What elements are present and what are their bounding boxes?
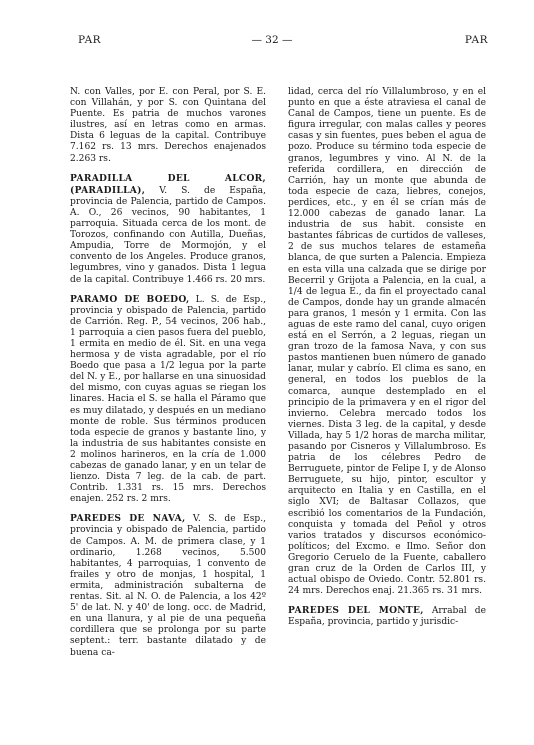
entry-paredes-del-monte bbox=[288, 605, 486, 628]
entry-continuation bbox=[70, 86, 266, 165]
entry-text: L. S. de Esp., provincia y obispado de Palencia, partido de Carrión. Reg. P., 54 vecinos, 206 hab., 1 parroquia a cien pasos fuera del pueblo, 1 ermita en medio de él. Sit. en una vega hermosa y de vista agradable, por el río Boedo que pasa a 1/2 legua por la parte del N. y E., por hallarse en una sinuosidad del mismo, con cuyas aguas se riegan los linares. Hacia el S. se halla el Páramo que es muy dilatado, y después en un mediano monte de roble. Sus términos producen toda especie de granos y bastante lino, y la industria de sus habitantes consiste en 2 molinos harineros, en la cría de 1.000 cabezas de ganado lanar, y en un telar de lienzo. Dista 7 leg. de la cab. de part. Contrib. 1.331 rs. 15 mrs. Derechos enajen. 252 rs. 2 mrs. bbox=[70, 294, 266, 505]
entry-headword: PAREDES DE NAVA, bbox=[70, 513, 186, 525]
entry-continuation bbox=[288, 86, 486, 597]
page-number: — 32 — bbox=[251, 34, 293, 46]
entry-text: V. S. de Esp., provincia y obispado de Palencia, partido de Campos. A. M. de primera clase, y 1 ordinario, 1.268 vecinos, 5.500 habitantes, 4 parroquias, 1 convento de frailes y otro de monjas, 1 hospital, 1 ermita, administración subalterna de rentas. Sit. al N. O. de Palencia, a los 42º 5' de lat. N. y 40' de long. occ. de Madrid, en una llanura, y al pie de una pequeña cordillera que se prolonga por su parte septent.: terr. bastante dilatado y de buena ca- bbox=[70, 514, 266, 658]
entry-text: N. con Valles, por E. con Peral, por S. E. con Villahán, y por S. con Quintana del Puente. Es patria de muchos varones ilustres, así en letras como en armas. Dista 6 leguas de la capital. Contribuye 7.162 rs. 13 mrs. Derechos enajenados 2.263 rs. bbox=[70, 87, 266, 164]
right-column bbox=[288, 86, 486, 629]
entry-paramo-de-boedo bbox=[70, 294, 266, 506]
entry-paradilla-del-alcor bbox=[70, 173, 266, 286]
entry-text: Arrabal de España, provincia, partido y jurisdic- bbox=[288, 606, 486, 628]
entry-text: V. S. de España, provincia de Palencia, partido de Campos. A. O., 26 vecinos, 90 habitantes, 1 parroquia. Situada cerca de los mont. de Torozos, confinando con Autilla, Dueñas, Ampudia, Torre de Mormojón, y el convento de los Angeles. Produce granos, legumbres, vino y ganados. Dista 1 legua de la capital. Contribuye 1.466 rs. 20 mrs. bbox=[70, 185, 266, 285]
entry-headword: PAREDES DEL MONTE, bbox=[288, 605, 424, 617]
running-header bbox=[72, 34, 488, 50]
entry-headword: PARAMO DE BOEDO, bbox=[70, 293, 190, 305]
header-right-keyword: PAR bbox=[464, 34, 488, 46]
left-column bbox=[70, 86, 266, 659]
entry-paredes-de-nava bbox=[70, 513, 266, 658]
header-left-keyword: PAR bbox=[78, 34, 102, 46]
entry-text: lidad, cerca del río Villalumbroso, y en el punto en que a éste atraviesa el canal de Canal de Campos, tiene un puente. Es de figura irregular, con malas calles y peores casas y sin fuentes, pues beben el agua de pozo. Produce su término toda especie de granos, legumbres y vino. Al N. de la referida cordillera, en dirección de Carrión, hay un monte que abunda de toda especie de caza, liebres, conejos, perdices, etc., y en él se crían más de 12.000 cabezas de ganado lanar. La industria de sus habit. consiste en bastantes fábricas de curtidos de valleses, 2 de sus muchos telares de estameña blanca, de que surten a Palencia. Empieza en esta villa una calzada que se dirige por Becerril y Grijota a Palencia, en la cual, a 1/4 de legua E., da fin el proyectado canal de Campos, donde hay un grande almacén para granos, 1 mesón y 1 ermita. Con las aguas de este ramo del canal, cuyo origen está en el Serrón, a 2 leguas, riegan un gran trozo de la famosa Nava, y con sus pastos mantienen buen número de ganado lanar, mular y cabrío. El clima es sano, en general, en todos los pueblos de la comarca, aunque destemplado en el principio de la primavera y en el rigor del invierno. Celebra mercado todos los viernes. Dista 3 leg. de la capital, y desde Villada, hay 5 1/2 horas de marcha militar, pasando por Cisneros y Villalumbroso. Es patria de los célebres Pedro de Berruguete, pintor de Felipe I, y de Alonso Berruguete, su hijo, pintor, escultor y arquitecto en Italia y en Castilla, en el siglo XVI; de Baltasar Collazos, que escribió los comentarios de la Fundación, conquista y tomada del Peñol y otros varios tratados y discursos económico-políticos; del Excmo. e Ilmo. Señor don Gregorio Ceruelo de la Fuente, caballero gran cruz de la Orden de Carlos III, y actual obispo de Oviedo. Contr. 52.801 rs. 24 mrs. Derechos enaj. 21.365 rs. 31 mrs. bbox=[288, 87, 486, 597]
entry-headword: PARADILLA DEL ALCOR, (PARADILLA), bbox=[70, 172, 266, 196]
